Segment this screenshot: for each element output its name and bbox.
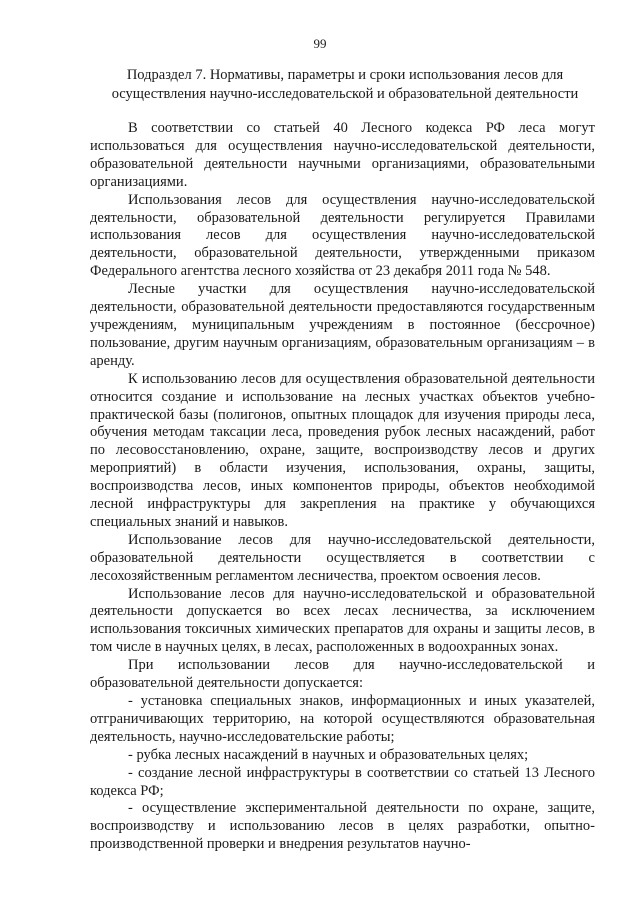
body-text [90, 120, 595, 854]
paragraph: В соответствии со статьей 40 Лесного кодекса РФ леса могут использоваться для осуществления научно-исследовательской деятельности, образовательной деятельности научными организациями, образовательными организациями. [90, 120, 595, 190]
paragraph: Использование лесов для научно-исследовательской деятельности, образовательной деятельности осуществляется в соответствии с лесохозяйственным регламентом лесничества, проектом освоения лесов. [90, 531, 595, 584]
paragraph: При использовании лесов для научно-исследовательской и образовательной деятельности допускается: [90, 657, 595, 692]
list-item: - рубка лесных насаждений в научных и образовательных целях; [128, 746, 529, 763]
paragraph: Использование лесов для научно-исследовательской и образовательной деятельности допускается во всех лесах лесничества, за исключением использования токсичных химических препаратов для охраны и защиты лесов, в том числе в научных целях, в лесах, расположенных в водоохранных зонах. [90, 585, 595, 656]
paragraph: Использования лесов для осуществления научно-исследовательской деятельности, образовательной деятельности регулируется Правилами использования лесов для осуществления научно-исследовательской деятельности, образовательной деятельности, утвержденными приказом Федерального агентства лесного хозяйства от 23 декабря 2011 года № 548. [90, 191, 595, 280]
list-item: - установка специальных знаков, информационных и иных указателей, отграничивающих территорию, на которой осуществляются образовательная деятельность, научно-исследовательские работы; [90, 693, 595, 745]
page-number: 99 [313, 36, 327, 51]
list-item: - осуществление экспериментальной деятельности по охране, защите, воспроизводству и использованию лесов в целях разработки, опытно-производственной проверки и внедрения результатов научно- [90, 800, 595, 853]
list-item: - создание лесной инфраструктуры в соответствии со статьей 13 Лесного кодекса РФ; [90, 764, 595, 799]
paragraph: Лесные участки для осуществления научно-исследовательской деятельности, образовательной деятельности предоставляются государственным учреждениям, муниципальным учреждениям в постоянное (бессрочное) пользование, другим научным организациям, образовательным организациям – в аренду. [90, 281, 595, 369]
paragraph: К использованию лесов для осуществления образовательной деятельности относится создание и использование на лесных участках объектов учебно-практической базы (полигонов, опытных площадок для изучения природы леса, обучения методам таксации леса, проведения рубок лесных насаждений, работ по лесовосстановлению, охране, защите, воспроизводству лесов и других мероприятий) в области изучения, использования, охраны, защиты, воспроизводства лесов, иных компонентов природы, объектов необходимой лесной инфраструктуры для закрепления на практике у обучающихся специальных знаний и навыков. [90, 370, 595, 530]
section-heading: Подраздел 7. Нормативы, параметры и сроки использования лесов для осуществления научно-исследовательской и образовательной деятельности [111, 67, 579, 102]
